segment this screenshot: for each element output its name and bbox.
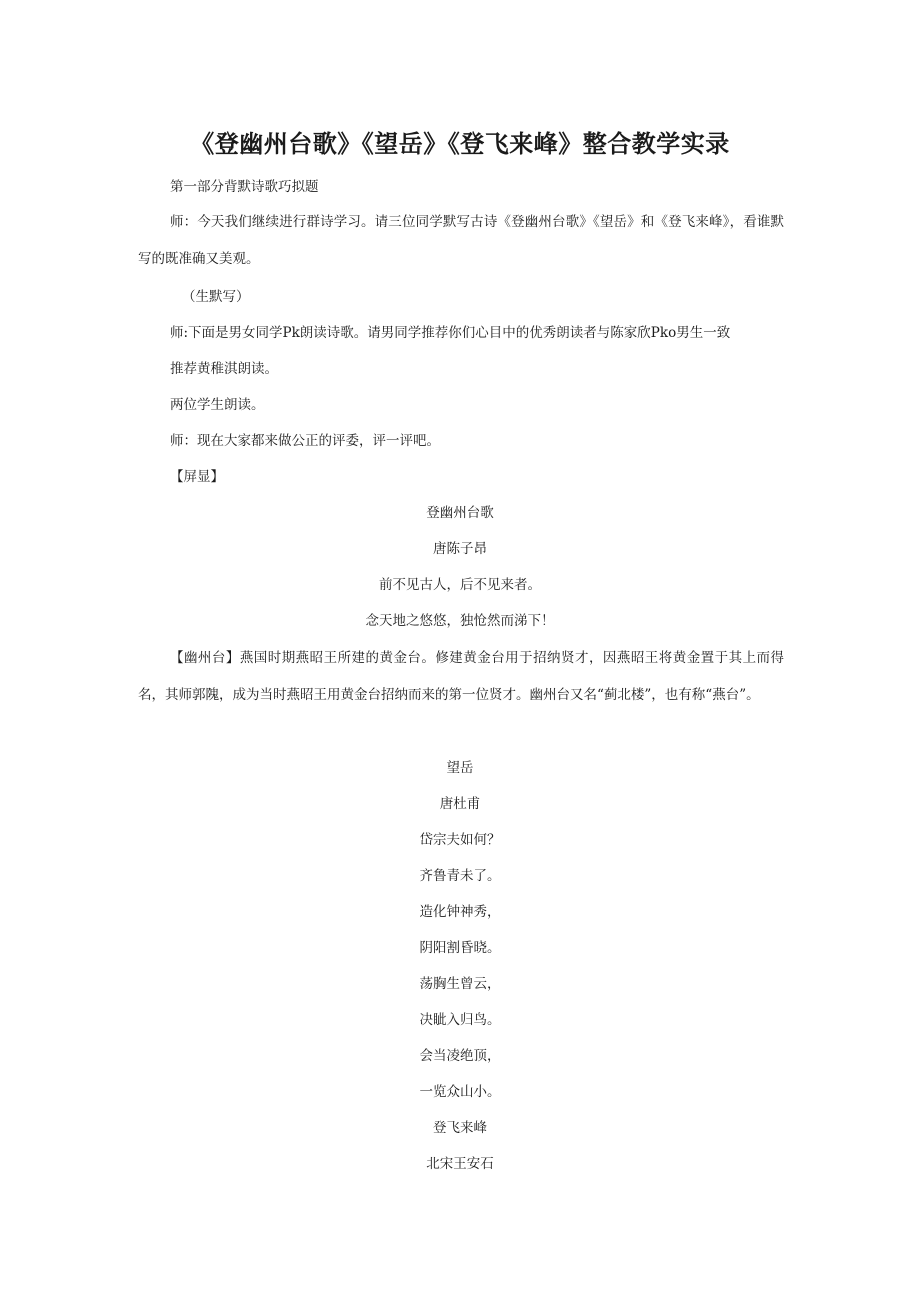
paragraph-teacher-judge: 师：现在大家都来做公正的评委，评一评吧。 bbox=[170, 433, 440, 449]
poem1-author: 唐陈子昂 bbox=[433, 541, 487, 557]
poem1-title: 登幽州台歌 bbox=[426, 505, 494, 521]
section-heading: 第一部分背默诗歌巧拟题 bbox=[170, 179, 319, 195]
paragraph-teacher-intro: 师：今天我们继续进行群诗学习。请三位同学默写古诗《登幽州台歌》《望岳》和《登飞来峰》，看谁默写的既准确又美观。 bbox=[138, 214, 784, 267]
note-youzhou-platform: 【幽州台】燕国时期燕昭王所建的黄金台。修建黄金台用于招纳贤才，因燕昭王将黄金置于其上而得名，其师郭隗，成为当时燕昭王用黄金台招纳而来的第一位贤才。幽州台又名“蓟北楼”，也有称“燕台”。 bbox=[138, 650, 784, 703]
poem2-line: 阴阳割昏晓。 bbox=[419, 940, 501, 956]
paragraph-pk-reading-line2: 推荐黄稚淇朗读。 bbox=[170, 361, 278, 377]
poem1-line: 前不见古人，后不见来者。 bbox=[379, 577, 541, 593]
poem2-line: 决眦入归鸟。 bbox=[419, 1012, 501, 1028]
poem1-line: 念天地之悠悠，独怆然而涕下！ bbox=[365, 613, 555, 629]
poem3-title: 登飞来峰 bbox=[433, 1120, 487, 1136]
poem2-line: 齐鲁青未了。 bbox=[419, 868, 501, 884]
poem2-line: 会当凌绝顶， bbox=[419, 1048, 501, 1064]
poem2-line: 造化钟神秀， bbox=[419, 904, 501, 920]
stage-direction: （生默写） bbox=[182, 289, 250, 305]
paragraph-pk-reading-line1: 师:下面是男女同学Pk朗读诗歌。请男同学推荐你们心目中的优秀朗读者与陈家欣Pko男生一致 bbox=[170, 325, 731, 341]
poem2-title: 望岳 bbox=[446, 760, 474, 776]
document-title: 《登幽州台歌》《望岳》《登飞来峰》整合教学实录 bbox=[190, 130, 730, 158]
poem2-line: 岱宗夫如何？ bbox=[419, 832, 501, 848]
poem3-author: 北宋王安石 bbox=[426, 1156, 494, 1172]
poem2-line: 一览众山小。 bbox=[419, 1084, 501, 1100]
poem2-author: 唐杜甫 bbox=[439, 796, 481, 812]
poem2-line: 荡胸生曾云， bbox=[419, 976, 501, 992]
screen-display-label: 【屏显】 bbox=[170, 469, 224, 485]
paragraph-students-read: 两位学生朗读。 bbox=[170, 397, 265, 413]
